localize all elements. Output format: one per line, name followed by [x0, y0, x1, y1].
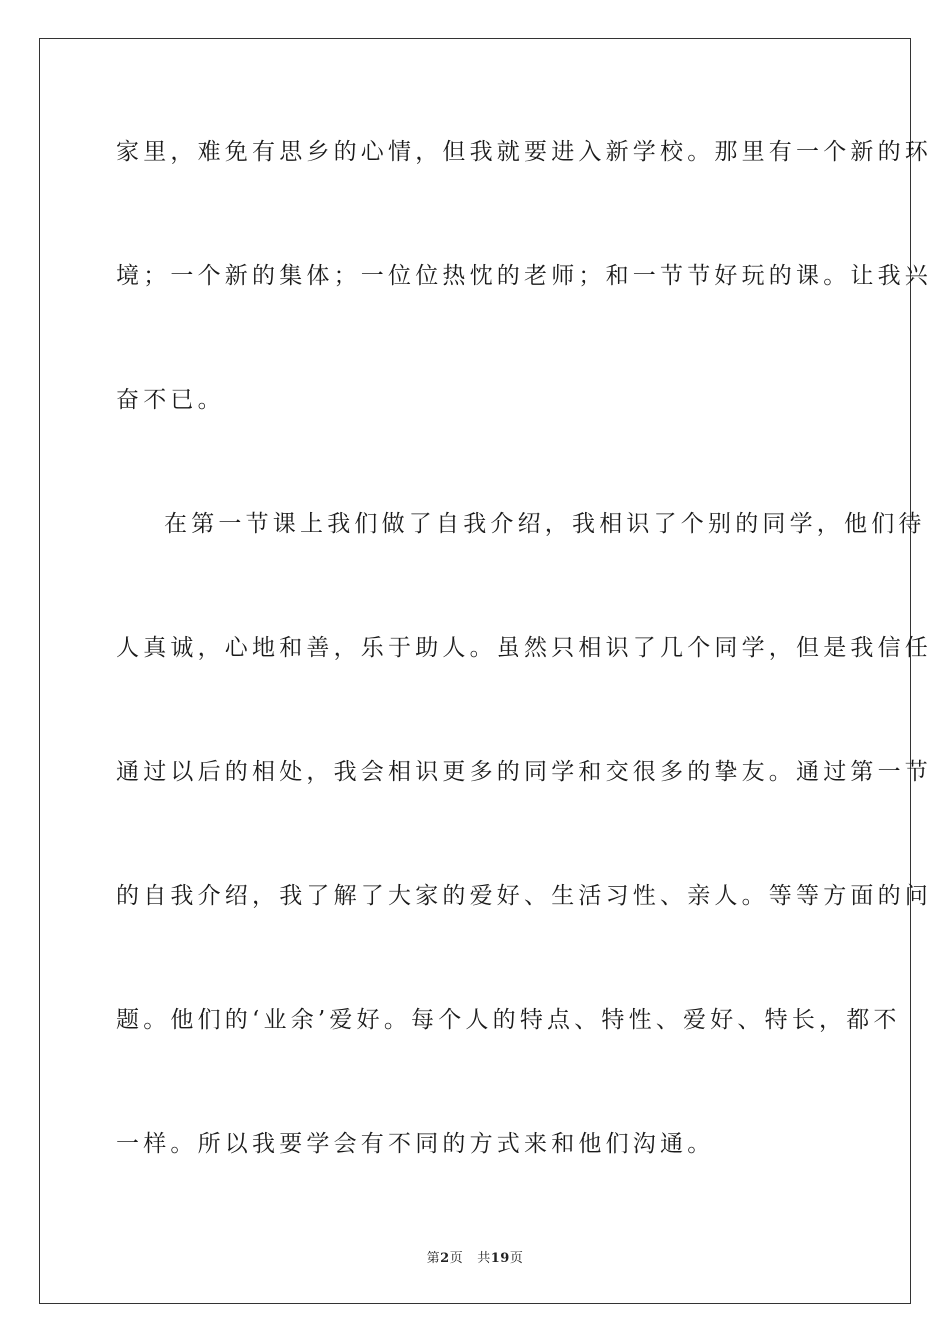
text-line: 的自我介绍，我了解了大家的爱好、生活习性、亲人。等等方面的问 — [116, 883, 932, 909]
total-suffix: 页 — [509, 1251, 524, 1266]
text-line: 境；一个新的集体；一位位热忱的老师；和一节节好玩的课。让我兴 — [116, 263, 932, 289]
page-prefix: 第 — [426, 1251, 441, 1266]
text-line: 奋不已。 — [116, 387, 225, 413]
paragraph-start-line: 在第一节课上我们做了自我介绍，我相识了个别的同学，他们待 — [164, 511, 926, 537]
text-line: 一样。所以我要学会有不同的方式来和他们沟通。 — [116, 1131, 715, 1157]
total-pages: 19 — [490, 1251, 510, 1266]
page-suffix: 页 — [449, 1251, 464, 1266]
text-line: 家里，难免有思乡的心情，但我就要进入新学校。那里有一个新的环 — [116, 139, 932, 165]
text-line: 通过以后的相处，我会相识更多的同学和交很多的挚友。通过第一节 — [116, 759, 932, 785]
page-footer — [0, 1247, 950, 1266]
text-line: 人真诚，心地和善，乐于助人。虽然只相识了几个同学，但是我信任 — [116, 635, 932, 661]
page-border — [39, 38, 932, 1304]
page-number: 2 — [440, 1251, 450, 1266]
text-line: 题。他们的‘业余’爱好。每个人的特点、特性、爱好、特长，都不 — [116, 1007, 901, 1033]
total-prefix: 共 — [477, 1251, 491, 1266]
